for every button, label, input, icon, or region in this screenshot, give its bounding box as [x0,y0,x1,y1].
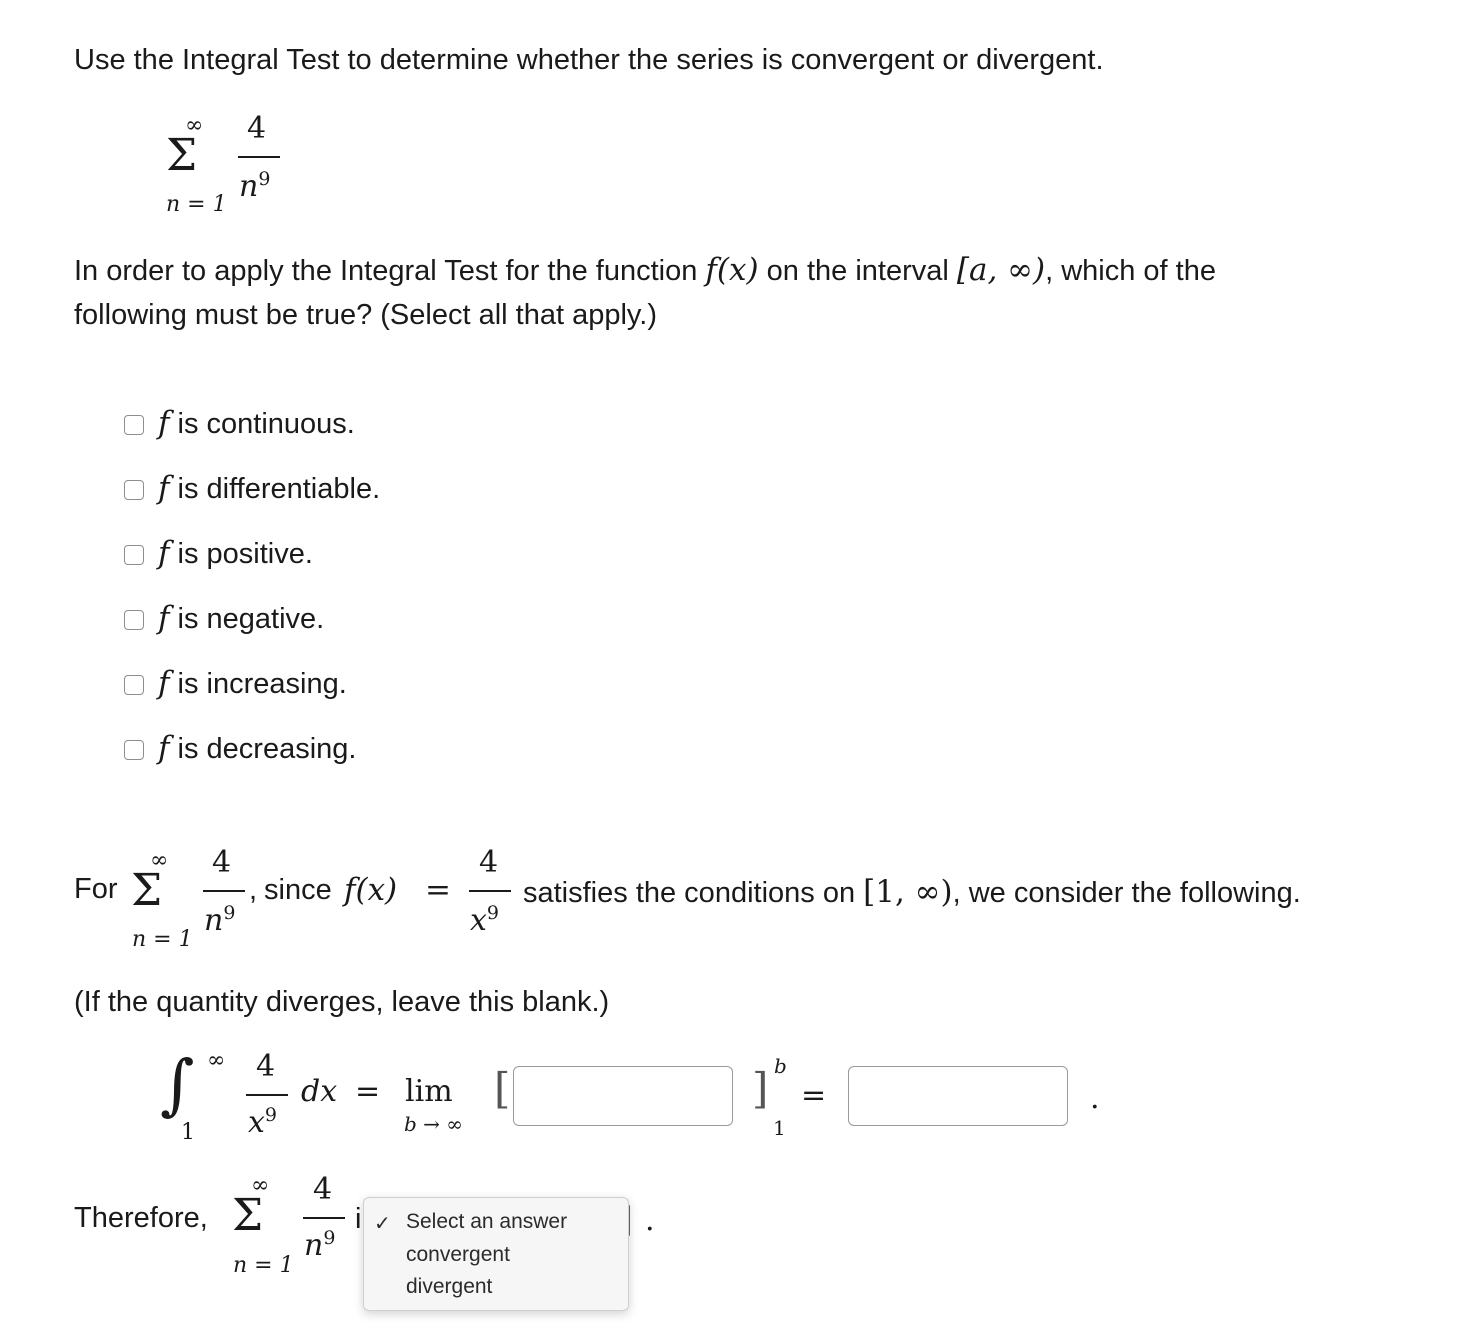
option-increasing[interactable]: f is increasing. [158,665,347,701]
fraction-bar [246,1094,288,1096]
option-negative[interactable]: f is negative. [158,600,325,636]
period: . [645,1203,655,1238]
hidden-text: i [355,1203,362,1235]
equals-sign-2: = [801,1078,827,1113]
sum-upper: ∞ [251,1173,270,1198]
lim-label: lim [405,1074,453,1109]
sum-lower: n = 1 [166,192,227,217]
result-input[interactable] [848,1066,1068,1126]
checkbox-increasing[interactable] [124,675,144,695]
part1-line2: following must be true? (Select all that apply.) [74,299,657,331]
series-numerator: 4 [313,1172,333,1207]
checkbox-continuous[interactable] [124,415,144,435]
series-numerator: 4 [212,845,232,880]
series-denominator: $n^9$ [304,1227,336,1263]
sigma-icon: Σ [166,130,198,181]
option-continuous[interactable]: f is continuous. [158,405,355,441]
dropdown-option-divergent[interactable]: divergent [406,1275,493,1298]
checkbox-decreasing[interactable] [124,740,144,760]
eval-upper: b [774,1054,787,1078]
fraction-bar [469,890,511,892]
left-bracket: [ [494,1064,511,1113]
series-denominator: $n^9$ [204,902,236,938]
series-numerator: 4 [247,111,267,146]
equals-sign: = [355,1074,381,1109]
conclusion-dropdown[interactable] [363,1197,629,1311]
function-numerator: 4 [479,845,499,880]
lim-subscript: b → ∞ [404,1112,463,1136]
checkbox-negative[interactable] [124,610,144,630]
option-decreasing[interactable]: f is decreasing. [158,730,357,766]
sum-lower: n = 1 [233,1253,294,1278]
sum-upper: ∞ [150,848,169,873]
sigma-icon: Σ [131,865,163,916]
comma: , [249,874,258,906]
option-positive[interactable]: f is positive. [158,535,313,571]
fx-label: f(x) [344,872,398,908]
checkbox-positive[interactable] [124,545,144,565]
for-label: For [74,873,118,905]
integral-upper: ∞ [207,1048,226,1073]
part1-line1: In order to apply the Integral Test for the function f(x) on the interval [a, ∞), which of the [74,252,1216,288]
integral-lower: 1 [181,1120,195,1145]
option-differentiable[interactable]: f is differentiable. [158,470,381,506]
sum-lower: n = 1 [132,927,193,952]
equals-sign: = [425,872,451,908]
integrand-denominator: $x^9$ [248,1104,278,1140]
fraction-bar [203,890,245,892]
diverge-note: (If the quantity diverges, leave this blank.) [74,986,610,1018]
antiderivative-input[interactable] [513,1066,733,1126]
series-denominator: $n^9$ [239,168,271,204]
right-bracket: ] [752,1064,769,1113]
sigma-icon: Σ [232,1190,264,1241]
function-denominator: $x^9$ [470,902,500,938]
question-prompt: Use the Integral Test to determine whether the series is convergent or divergent. [74,44,1104,76]
therefore-label: Therefore, [74,1202,208,1234]
sum-upper: ∞ [185,113,204,138]
fraction-bar [238,156,280,158]
dropdown-option-convergent[interactable]: convergent [406,1243,510,1266]
integral-sign-icon: ∫ [160,1046,195,1123]
check-icon: ✓ [374,1213,391,1235]
checkbox-differentiable[interactable] [124,480,144,500]
integrand-numerator: 4 [256,1049,276,1084]
fraction-bar [303,1217,345,1219]
since-label: since [264,874,332,906]
satisfies-text: satisfies the conditions on [1, ∞), we consider the following. [523,874,1301,910]
eval-lower: 1 [773,1116,786,1140]
period: . [1090,1081,1100,1116]
dropdown-option-select[interactable]: Select an answer [406,1210,568,1233]
dx-label: dx [301,1074,338,1109]
